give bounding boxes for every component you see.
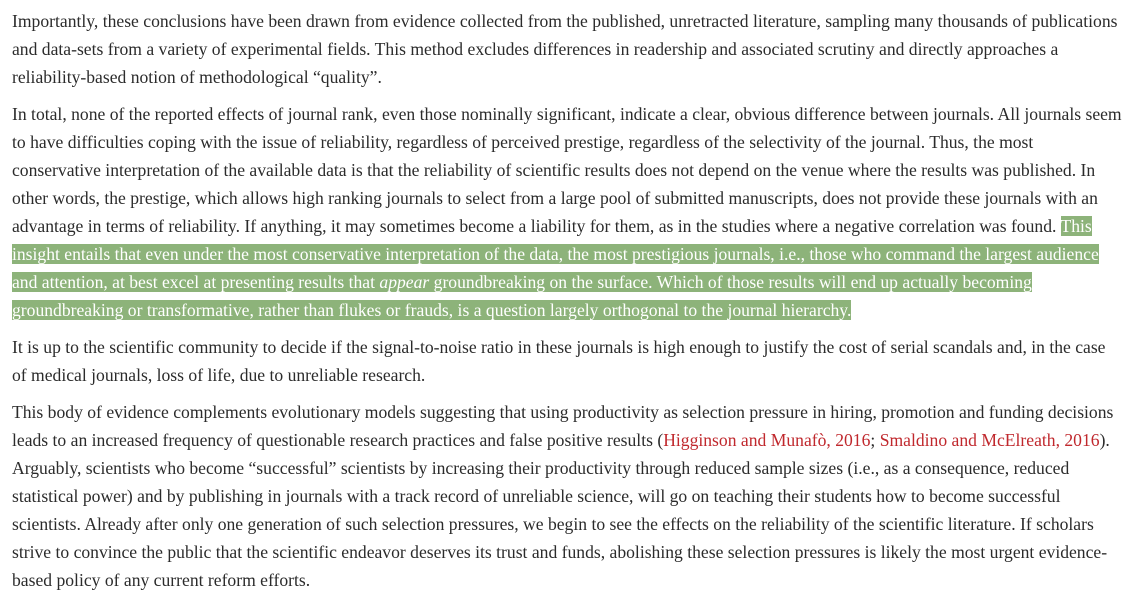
paragraph-text: In total, none of the reported effects of journal rank, even those nominally significant, indicate a clear, obvious difference between journals. All journals seem to have difficulties coping with the issue of reliability, regardless of perceived prestige, regardless of the selectivity of the journal. Thus, the most conservative interpretation of the available data is that the reliability of scientific results does not depend on the venue where the results was published. In other words, the prestige, which allows high ranking journals to select from a large pool of submitted manuscripts, does not provide these journals with an advantage in terms of reliability. If anything, it may sometimes become a liability for them, as in the studies where a negative correlation was found. (12, 104, 1122, 236)
paragraph-signal-to-noise (12, 333, 1122, 389)
citation-link-smaldino[interactable]: Smaldino and McElreath, 2016 (879, 430, 1100, 450)
citation-separator: ; (870, 430, 880, 450)
paragraph-text: It is up to the scientific community to decide if the signal-to-noise ratio in these journals is high enough to justify the cost of serial scandals and, in the case of medical journals, loss of life, due to unreliable research. (12, 337, 1106, 385)
paragraph-text: ). Arguably, scientists who become “successful” scientists by increasing their productivity through reduced sample sizes (i.e., as a consequence, reduced statistical power) and by publishing in journals with a track record of unreliable science, will go on teaching their students how to become successful scientists. Already after only one generation of such selection pressures, we begin to see the effects on the reliability of the scientific literature. If scholars strive to convince the public that the scientific endeavor deserves its trust and funds, abolishing these selection pressures is likely the most urgent evidence-based policy of any current reform efforts. (12, 430, 1110, 590)
highlight-text: This insight entails that even under the most conservative interpretation of the data, the most prestigious journals, i.e., those who command the largest audience and attention, at best excel at presenting results that (12, 216, 1099, 292)
paragraph-text: Importantly, these conclusions have been drawn from evidence collected from the published, unretracted literature, sampling many thousands of publications and data-sets from a variety of experimental fields. This method excludes differences in readership and associated scrutiny and directly approaches a reliability-based notion of methodological “quality”. (12, 11, 1118, 87)
paragraph-evolutionary-models (12, 398, 1122, 594)
paragraph-journal-rank (12, 100, 1122, 324)
paragraph-text: This body of evidence complements evolutionary models suggesting that using productivity as selection pressure in hiring, promotion and funding decisions leads to an increased frequency of questionable research practices and false positive results ( (12, 402, 1114, 450)
citation-link-higginson[interactable]: Higginson and Munafò, 2016 (663, 430, 871, 450)
article-body (12, 7, 1122, 603)
paragraph-conclusions (12, 7, 1122, 91)
highlight-text: groundbreaking on the surface. Which of those results will end up actually becoming groundbreaking or transformative, rather than flukes or frauds, is a question largely orthogonal to the journal hierarchy. (12, 272, 1032, 320)
emphasis-text: appear (379, 272, 430, 292)
